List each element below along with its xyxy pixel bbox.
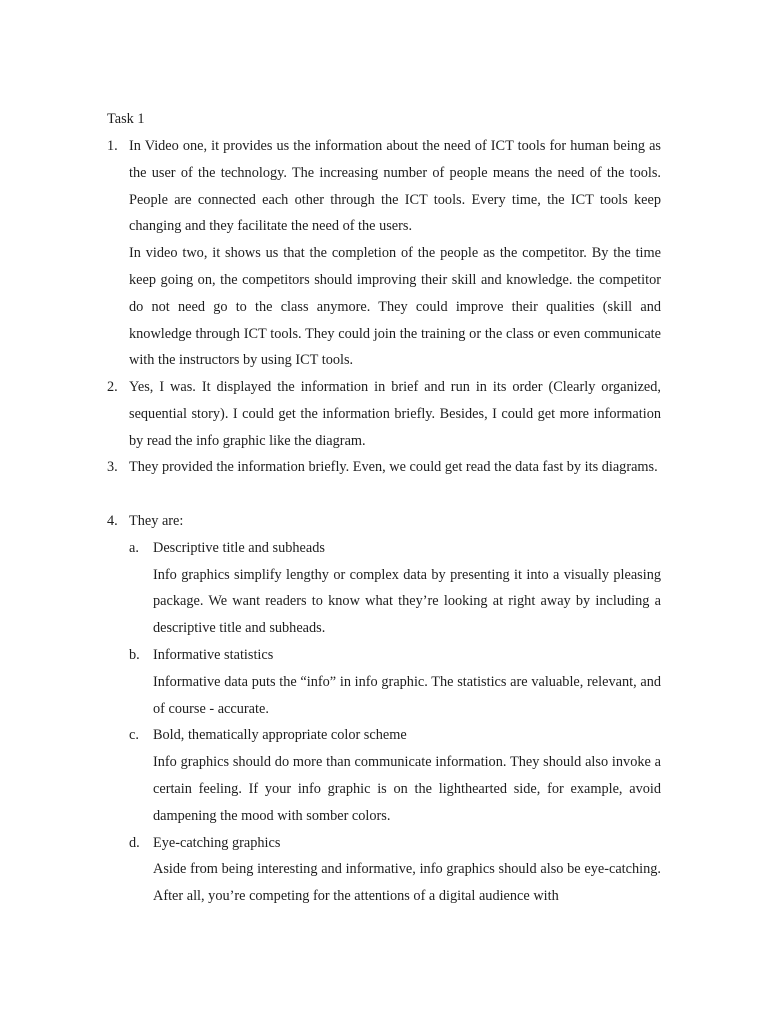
sub-item-c <box>129 722 661 829</box>
list-item-2 <box>107 374 661 454</box>
sub-item-heading: Bold, thematically appropriate color scheme <box>153 727 407 744</box>
sub-item-a <box>129 535 661 642</box>
sub-item-letter: d. <box>129 834 140 851</box>
item-paragraph: They provided the information briefly. Even, we could get read the data fast by its diagrams. <box>129 459 658 475</box>
item-intro: They are: <box>129 513 184 529</box>
document-title: Task 1 <box>107 111 145 127</box>
item-paragraph: Yes, I was. It displayed the information in brief and run in its order (Clearly organized, sequential story). I could get the information briefly. Besides, I could get more information by read the info graphic like the diagram. <box>129 379 661 449</box>
sub-item-text: Informative data puts the “info” in info graphic. The statistics are valuable, relevant, and of course - accurate. <box>153 673 661 717</box>
sub-item-b <box>129 642 661 722</box>
item-number: 4. <box>107 513 118 529</box>
item-paragraph: In Video one, it provides us the information about the need of ICT tools for human being as the user of the technology. The increasing number of people means the need of the tools. People are connected each other through the ICT tools. Every time, the ICT tools keep changing and they facilitate the need of the users. <box>129 138 661 235</box>
item-paragraph: In video two, it shows us that the completion of the people as the competitor. By the time keep going on, the competitors should improving their skill and knowledge. the competitor do not need go to the class anymore. They could improve their qualities (skill and knowledge through ICT tools. They could join the training or the class or even communicate with the instructors by using ICT tools. <box>129 245 661 369</box>
sub-item-text: Info graphics should do more than communicate information. They should also invoke a certain feeling. If your info graphic is on the lighthearted side, for example, avoid dampening the mood with somber colors. <box>153 754 661 824</box>
sub-item-heading: Informative statistics <box>153 646 274 663</box>
item-number: 2. <box>107 379 118 395</box>
list-item-1 <box>107 133 661 374</box>
item-number: 1. <box>107 138 118 154</box>
sub-item-text: Info graphics simplify lengthy or complex data by presenting it into a visually pleasing package. We want readers to know what they’re looking at right away by including a descriptive title and subheads. <box>153 566 661 637</box>
list-item-3 <box>107 454 661 481</box>
sub-item-text: Aside from being interesting and informative, info graphics should also be eye-catching. After all, you’re competing for the attentions of a digital audience with <box>153 861 661 905</box>
list-item-4 <box>107 508 661 910</box>
sub-item-letter: b. <box>129 646 140 663</box>
sub-item-letter: c. <box>129 727 139 744</box>
item-number: 3. <box>107 459 118 475</box>
sub-item-letter: a. <box>129 539 139 556</box>
sub-item-heading: Eye-catching graphics <box>153 834 281 851</box>
sub-item-d <box>129 830 661 910</box>
sub-item-heading: Descriptive title and subheads <box>153 539 325 556</box>
